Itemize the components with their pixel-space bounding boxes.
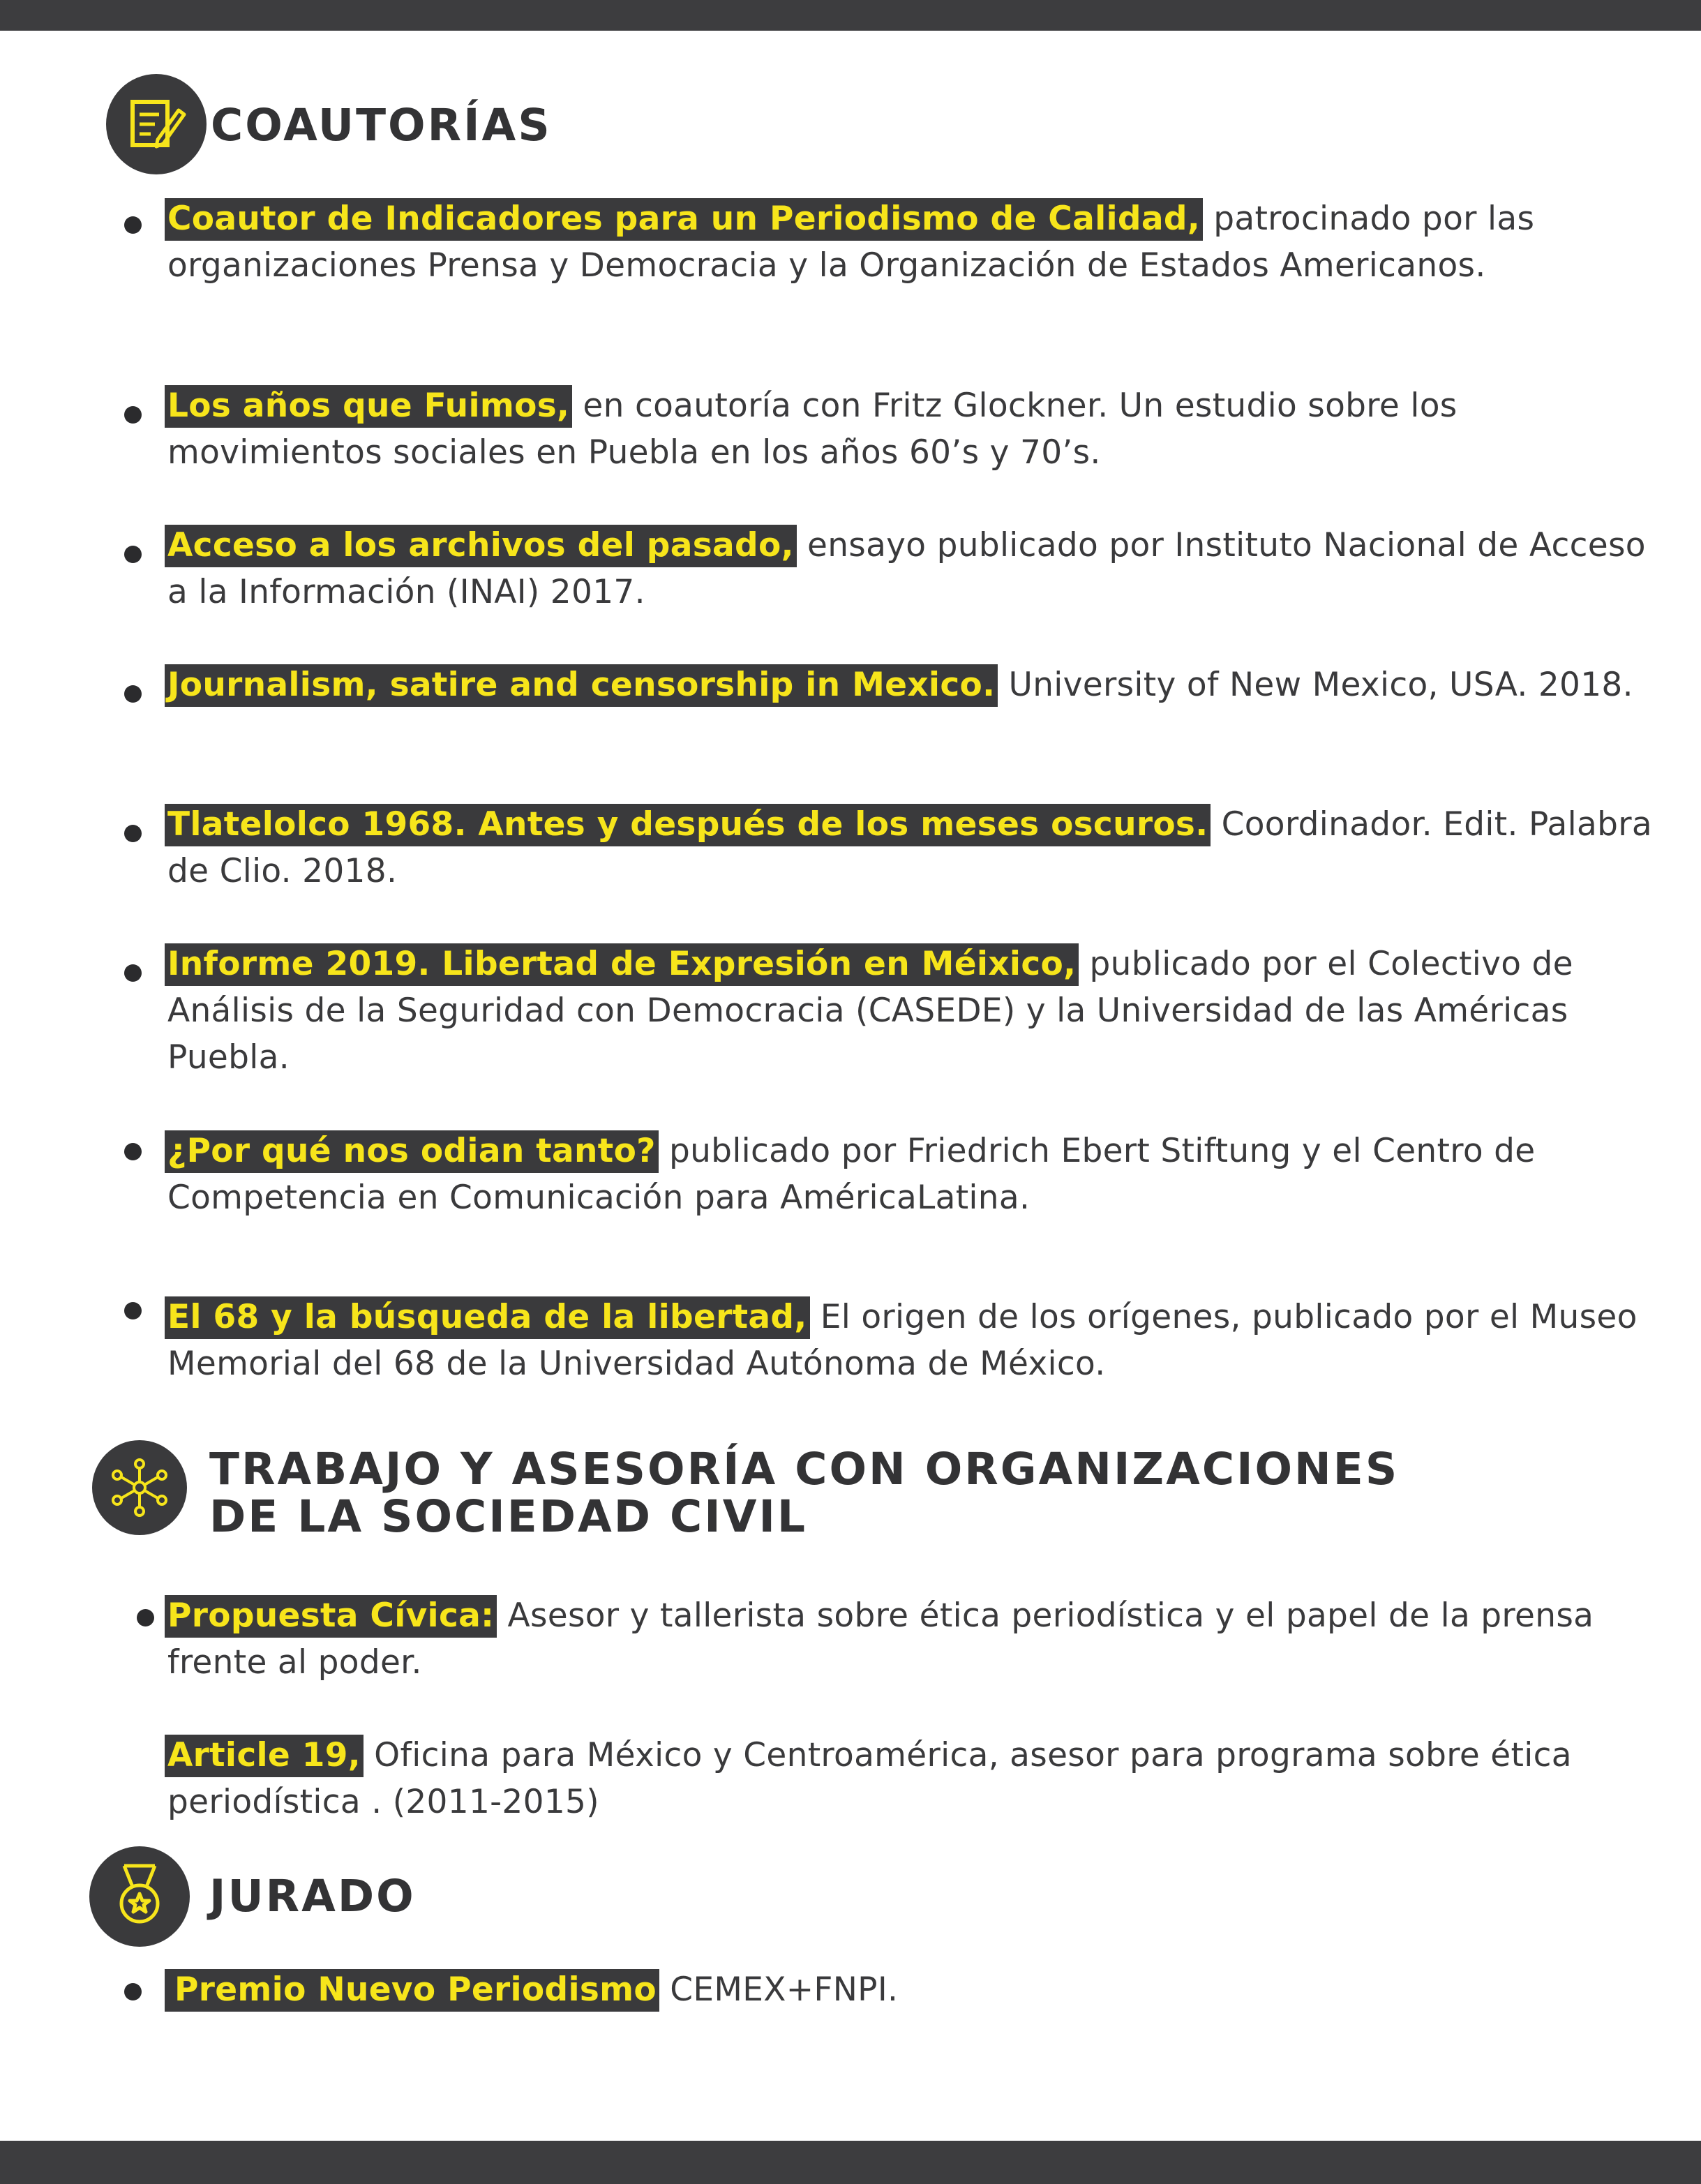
item-text: CEMEX+FNPI. [659, 1970, 899, 2009]
section-title-trabajo [209, 1446, 1399, 1541]
bullet [124, 406, 142, 424]
section-title-line2: DE LA SOCIEDAD CIVIL [209, 1491, 808, 1542]
list-item [167, 382, 1668, 476]
document-pencil-icon [106, 74, 207, 174]
bullet [124, 1143, 142, 1160]
item-title: Journalism, satire and censorship in Mexico. [165, 664, 998, 707]
item-title: El 68 y la búsqueda de la libertad, [165, 1296, 810, 1339]
list-item [167, 1294, 1668, 1387]
item-text: Asesor y tallerista sobre ética periodística y el papel de la prensa frente al poder. [167, 1596, 1594, 1682]
item-title: Premio Nuevo Periodismo [165, 1969, 659, 2012]
bottom-bar [0, 2141, 1701, 2184]
item-text: en coautoría con Fritz Glockner. Un estudio sobre los movimientos sociales en Puebla en los años 60’s y 70’s. [167, 387, 1458, 472]
list-item [167, 1128, 1668, 1221]
medal-icon [89, 1846, 190, 1947]
item-text: ensayo publicado por Instituto Nacional de Acceso a la Información (INAI) 2017. [167, 526, 1646, 611]
top-bar [0, 0, 1701, 31]
list-item [167, 941, 1668, 1081]
bullet [124, 546, 142, 563]
item-text: publicado por Friedrich Ebert Stiftung y el Centro de Competencia en Comunicación para AméricaLatina. [167, 1132, 1536, 1217]
bullet [124, 964, 142, 982]
list-item [167, 1592, 1668, 1686]
item-title: ¿Por qué nos odian tanto? [165, 1130, 659, 1173]
item-text: Coordinador. Edit. Palabra de Clio. 2018. [167, 805, 1652, 890]
item-text: patrocinado por las organizaciones Prensa y Democracia y la Organización de Estados Americanos. [167, 200, 1535, 285]
bullet [137, 1609, 154, 1626]
list-item [167, 801, 1668, 895]
bullet [124, 1983, 142, 2000]
bullet [124, 685, 142, 703]
section-title-coautorias: COAUTORÍAS [211, 100, 552, 151]
bullet [124, 216, 142, 234]
item-text: University of New Mexico, USA. 2018. [998, 666, 1633, 704]
item-title: Tlatelolco 1968. Antes y después de los meses oscuros. [165, 804, 1211, 846]
list-item [167, 661, 1668, 708]
section-title-jurado: JURADO [209, 1871, 416, 1922]
item-text: El origen de los orígenes, publicado por el Museo Memorial del 68 de la Universidad Autónoma de México. [167, 1298, 1638, 1383]
item-title: Informe 2019. Libertad de Expresión en Méixico, [165, 943, 1079, 986]
item-title: Article 19, [165, 1735, 364, 1777]
list-item [167, 195, 1668, 289]
item-title: Coautor de Indicadores para un Periodismo de Calidad, [165, 198, 1203, 241]
list-item [167, 1732, 1668, 1825]
list-item [167, 1966, 1668, 2013]
item-title: Acceso a los archivos del pasado, [165, 525, 797, 567]
network-icon [92, 1440, 187, 1535]
section-title-line1: TRABAJO Y ASESORÍA CON ORGANIZACIONES [209, 1444, 1400, 1495]
item-title: Propuesta Cívica: [165, 1595, 497, 1638]
item-text: Oficina para México y Centroamérica, asesor para programa sobre ética periodística . (2011-2015) [167, 1736, 1572, 1821]
bullet [124, 825, 142, 842]
bullet [124, 1302, 142, 1319]
item-text: publicado por el Colectivo de Análisis de la Seguridad con Democracia (CASEDE) y la Universidad de las Américas Puebla. [167, 945, 1573, 1077]
item-title: Los años que Fuimos, [165, 385, 572, 428]
list-item [167, 522, 1668, 615]
